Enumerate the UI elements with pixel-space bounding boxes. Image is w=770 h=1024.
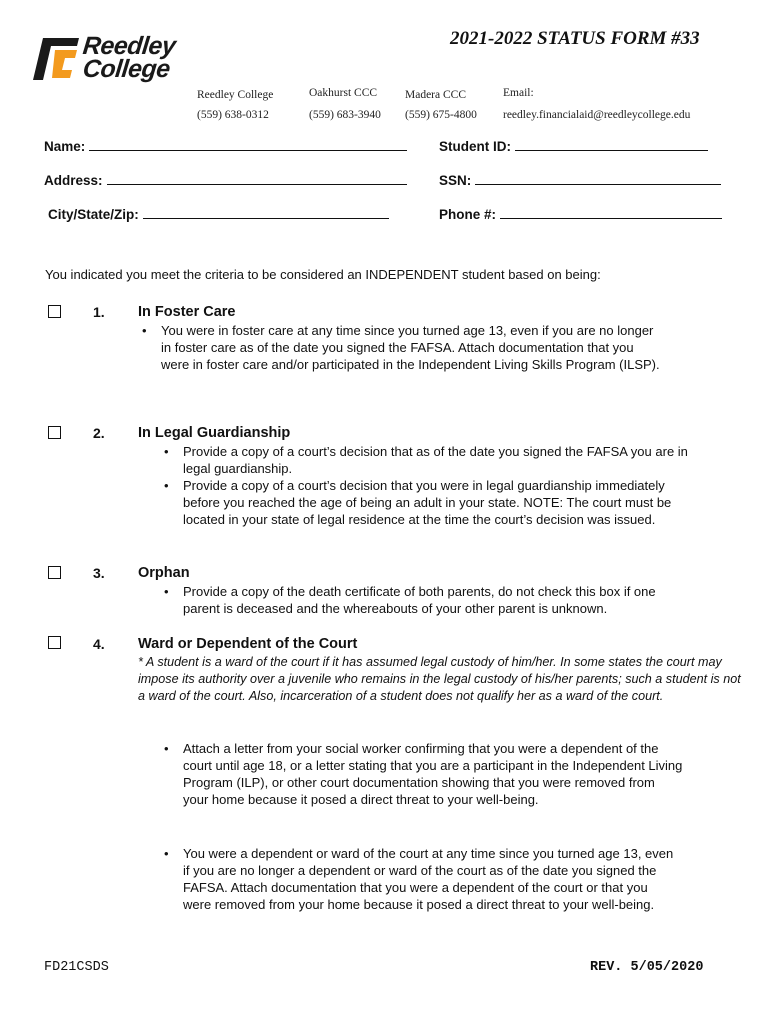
checkbox-orphan[interactable] — [48, 566, 61, 579]
college-logo — [33, 34, 223, 84]
contact-name: Oakhurst CCC — [309, 87, 378, 99]
checkbox-foster-care[interactable] — [48, 305, 61, 318]
contact-oakhurst — [309, 83, 381, 125]
bullet-icon: • — [164, 444, 169, 459]
contact-reedley — [197, 85, 273, 125]
city-state-zip-label: City/State/Zip: — [48, 207, 139, 222]
logo-mark-icon — [33, 36, 81, 82]
ssn-input-line[interactable] — [475, 172, 721, 185]
intro-text: You indicated you meet the criteria to be considered an INDEPENDENT student based on being: — [45, 267, 601, 282]
checkbox-legal-guardianship[interactable] — [48, 426, 61, 439]
student-id-input-line[interactable] — [515, 138, 708, 151]
contact-name: Madera CCC — [405, 89, 467, 101]
city-state-zip-input-line[interactable] — [143, 206, 389, 219]
bullet-icon: • — [164, 846, 169, 861]
logo-text-college: College — [81, 55, 172, 83]
option-title-legal-guardianship: In Legal Guardianship — [138, 425, 291, 441]
logo-text-reedley: Reedley — [81, 32, 177, 60]
contact-email — [503, 83, 690, 125]
option-title-ward-of-court: Ward or Dependent of the Court — [138, 636, 358, 652]
option-title-orphan: Orphan — [138, 565, 190, 581]
option-number: 3. — [93, 565, 105, 581]
address-input-line[interactable] — [107, 172, 407, 185]
option-title-foster-care: In Foster Care — [138, 304, 236, 320]
address-label: Address: — [44, 173, 103, 188]
contact-phone: (559) 638-0312 — [197, 109, 269, 121]
student-id-label: Student ID: — [439, 139, 511, 154]
phone-input-line[interactable] — [500, 206, 722, 219]
option-number: 2. — [93, 425, 105, 441]
contact-madera — [405, 85, 477, 125]
name-field[interactable] — [44, 138, 407, 154]
phone-label: Phone #: — [439, 207, 497, 222]
bullet-icon: • — [164, 741, 169, 756]
name-label: Name: — [44, 139, 86, 154]
student-id-field[interactable] — [439, 138, 708, 154]
bullet-icon: • — [164, 478, 169, 493]
contact-phone: (559) 675-4800 — [405, 109, 477, 121]
option-number: 4. — [93, 636, 105, 652]
contact-phone: (559) 683-3940 — [309, 109, 381, 121]
revision-date: REV. 5/05/2020 — [590, 960, 704, 975]
form-title: 2021-2022 STATUS FORM #33 — [450, 28, 700, 49]
phone-field[interactable] — [439, 206, 722, 222]
ward-definition-note: * A student is a ward of the court if it has assumed legal custody of him/her. In some states the court may impose its authority over a juvenile who remains in the legal custody of his/her parents; such a student is not a ward of the court. Also, incarceration of a student does not qualify her as a ward of the court. — [138, 655, 741, 703]
bullet-text: Provide a copy of a court’s decision that you were in legal guardianship immediately before you reached the age of being an adult in your state. NOTE: The court must be located in your state of legal residence at the time the court’s decision was issued. — [183, 478, 672, 527]
form-code: FD21CSDS — [44, 960, 109, 975]
contact-name: Reedley College — [197, 89, 274, 101]
contact-email-address[interactable]: reedley.financialaid@reedleycollege.edu — [503, 109, 691, 121]
checkbox-ward-of-court[interactable] — [48, 636, 61, 649]
city-state-zip-field[interactable] — [48, 206, 389, 222]
bullet-text: Attach a letter from your social worker confirming that you were a dependent of the court until age 18, or a letter stating that you are a participant in the Independent Living Program (ILP), or other court documentation showing that you were removed from your home because it posed a direct threat to your well-being. — [183, 741, 683, 807]
ssn-field[interactable] — [439, 172, 721, 188]
bullet-text: Provide a copy of the death certificate of both parents, do not check this box if one parent is deceased and the whereabouts of your other parent is unknown. — [183, 584, 656, 616]
name-input-line[interactable] — [89, 138, 407, 151]
address-field[interactable] — [44, 172, 407, 188]
bullet-text: You were in foster care at any time since you turned age 13, even if you are no longer in foster care as of the date you signed the FAFSA. Attach documentation that you were in foster care and/or participated in the Independent Living Skills Program (ILSP). — [161, 323, 660, 372]
bullet-icon: • — [164, 584, 169, 599]
ssn-label: SSN: — [439, 173, 472, 188]
option-number: 1. — [93, 304, 105, 320]
contact-email-label: Email: — [503, 87, 534, 99]
bullet-text: You were a dependent or ward of the court at any time since you turned age 13, even if you are no longer a dependent or ward of the court as of the date you signed the FAFSA. Attach documentation that you were a dependent of the court or that you were removed from your home because it posed a direct threat to your well-being. — [183, 846, 674, 912]
bullet-text: Provide a copy of a court’s decision that as of the date you signed the FAFSA you are in legal guardianship. — [183, 444, 688, 476]
bullet-icon: • — [142, 323, 147, 338]
